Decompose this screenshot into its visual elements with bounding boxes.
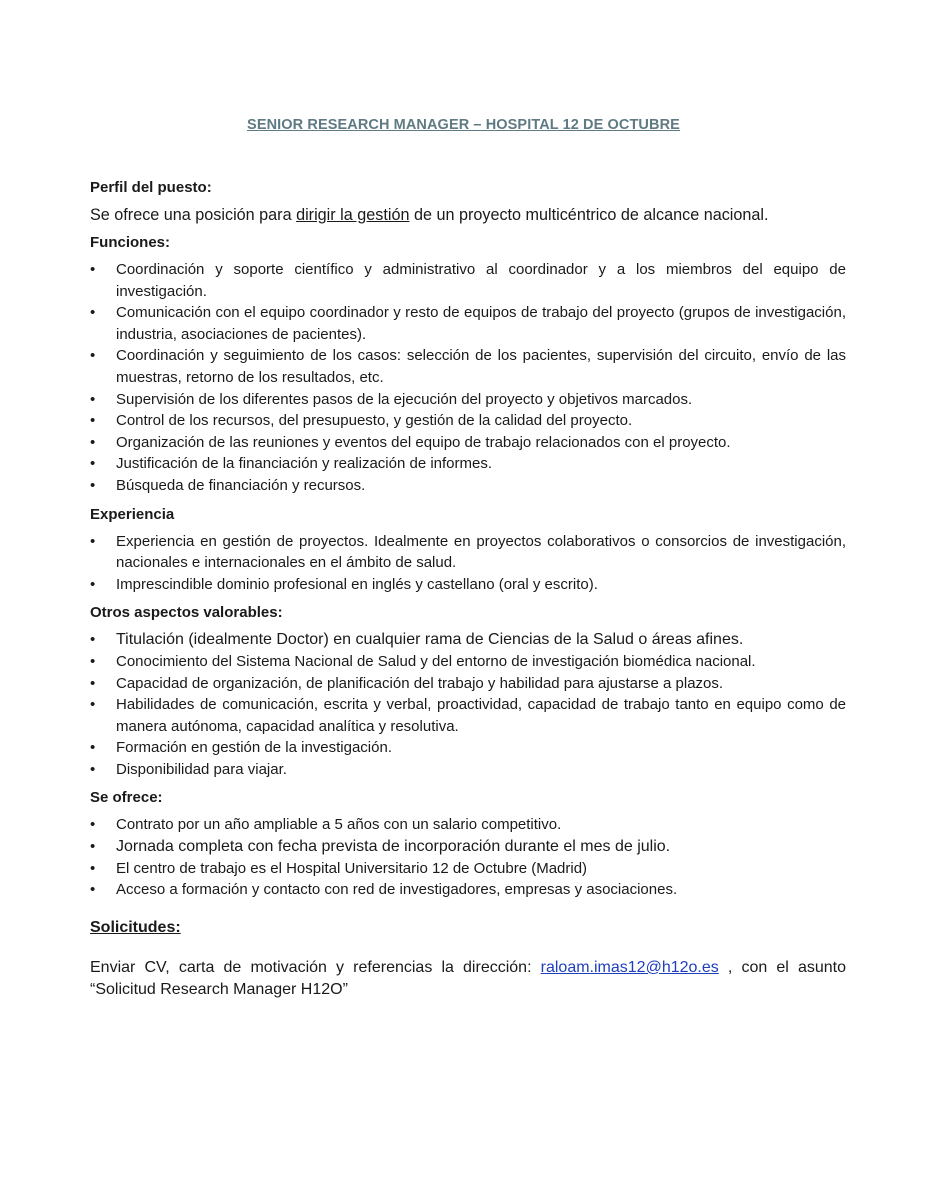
list-item-text: Disponibilidad para viajar.: [116, 760, 287, 778]
bullet-icon: •: [90, 631, 96, 649]
perfil-text-underlined: dirigir la gestión: [296, 206, 410, 224]
list-item: [90, 432, 846, 454]
document-body: [90, 178, 846, 1001]
list-item: [90, 759, 846, 781]
bullet-icon: •: [90, 881, 96, 899]
list-item: [90, 836, 846, 858]
bullet-icon: •: [90, 816, 96, 834]
bullet-icon: •: [90, 575, 96, 593]
list-item-text: Control de los recursos, del presupuesto, y gestión de la calidad del proyecto.: [116, 412, 633, 430]
list-item-text: Supervisión de los diferentes pasos de la ejecución del proyecto y objetivos marcados.: [116, 390, 693, 408]
list-item: [90, 531, 846, 574]
section-heading-perfil: Perfil del puesto:: [90, 179, 212, 196]
section-heading-otros: Otros aspectos valorables:: [90, 604, 283, 622]
list-item-text: El centro de trabajo es el Hospital Universitario 12 de Octubre (Madrid): [116, 859, 588, 877]
list-item-text: Justificación de la financiación y realización de informes.: [116, 455, 493, 473]
list-item-text: Coordinación y soporte científico y administrativo al coordinador y a los miembros del equipo de investigación.: [116, 261, 846, 300]
list-item: [90, 858, 846, 880]
list-item: [90, 410, 846, 432]
bullet-icon: •: [90, 390, 96, 408]
list-item: [90, 574, 846, 596]
bullet-icon: •: [90, 739, 96, 757]
list-item-text: Imprescindible dominio profesional en inglés y castellano (oral y escrito).: [116, 575, 598, 593]
list-item-text: Capacidad de organización, de planificación del trabajo y habilidad para ajustarse a plazos.: [116, 674, 724, 692]
ofrece-list: [90, 814, 846, 900]
list-item: [90, 453, 846, 475]
perfil-text: [90, 204, 846, 226]
list-item: [90, 651, 846, 673]
list-item: [90, 814, 846, 836]
section-heading-experiencia: Experiencia: [90, 505, 175, 523]
bullet-icon: •: [90, 838, 96, 856]
email-link[interactable]: raloam.imas12@h12o.es: [540, 958, 719, 976]
solicitudes-text-start: Enviar CV, carta de motivación y referencias la dirección:: [90, 958, 541, 976]
solicitudes-text: [90, 957, 846, 1001]
bullet-icon: •: [90, 476, 96, 494]
experiencia-list: [90, 531, 846, 596]
list-item-text: Búsqueda de financiación y recursos.: [116, 476, 366, 494]
list-item-text: Experiencia en gestión de proyectos. Idealmente en proyectos colaborativos o consorcios de investigación, nacionales e internacionales en el ámbito de salud.: [116, 532, 846, 572]
bullet-icon: •: [90, 532, 96, 550]
perfil-text-start: Se ofrece una posición para: [90, 206, 297, 224]
bullet-icon: •: [90, 696, 96, 714]
solicitudes-text-end: , con el asunto “Solicitud Research Manager H12O”: [90, 958, 847, 998]
bullet-icon: •: [90, 455, 96, 473]
bullet-icon: •: [90, 347, 96, 365]
list-item-text: Contrato por un año ampliable a 5 años con un salario competitivo.: [116, 816, 562, 834]
list-item-text: Habilidades de comunicación, escrita y verbal, proactividad, capacidad de trabajo tanto en equipo como de manera autónoma, capacidad analítica y resolutiva.: [116, 696, 846, 735]
list-item: [90, 345, 846, 388]
list-item: [90, 302, 846, 345]
list-item-text: Organización de las reuniones y eventos del equipo de trabajo relacionados con el proyecto.: [116, 433, 731, 451]
list-item-text: Coordinación y seguimiento de los casos: selección de los pacientes, supervisión del circuito, envío de las muestras, retorno de los resultados, etc.: [116, 347, 846, 386]
section-heading-funciones: Funciones:: [90, 234, 171, 251]
section-heading-ofrece: Se ofrece:: [90, 789, 163, 807]
list-item-text: Comunicación con el equipo coordinador y resto de equipos de trabajo del proyecto (grupos de investigación, industria, asociaciones de pacientes).: [116, 304, 846, 343]
list-item-text: Conocimiento del Sistema Nacional de Salud y del entorno de investigación biomédica nacional.: [116, 652, 756, 670]
list-item: [90, 259, 846, 302]
page-title: SENIOR RESEARCH MANAGER – HOSPITAL 12 DE OCTUBRE: [247, 117, 680, 133]
list-item-text: Titulación (idealmente Doctor) en cualquier rama de Ciencias de la Salud o áreas afines.: [116, 631, 744, 649]
perfil-text-end: de un proyecto multicéntrico de alcance nacional.: [409, 206, 769, 224]
bullet-icon: •: [90, 433, 96, 451]
funciones-list: [90, 259, 846, 497]
list-item-text: Acceso a formación y contacto con red de investigadores, empresas y asociaciones.: [116, 881, 678, 899]
bullet-icon: •: [90, 859, 96, 877]
list-item-text: Formación en gestión de la investigación.: [116, 739, 392, 757]
list-item-text: Jornada completa con fecha prevista de incorporación durante el mes de julio.: [116, 838, 671, 856]
list-item: [90, 389, 846, 411]
list-item: [90, 629, 846, 651]
list-item: [90, 694, 846, 737]
bullet-icon: •: [90, 261, 96, 278]
section-heading-solicitudes: Solicitudes:: [90, 918, 181, 936]
list-item: [90, 879, 846, 901]
list-item: [90, 673, 846, 695]
bullet-icon: •: [90, 652, 96, 670]
list-item: [90, 737, 846, 759]
bullet-icon: •: [90, 760, 96, 778]
bullet-icon: •: [90, 674, 96, 692]
otros-list: [90, 629, 846, 780]
bullet-icon: •: [90, 304, 96, 322]
list-item: [90, 475, 846, 497]
bullet-icon: •: [90, 412, 96, 430]
